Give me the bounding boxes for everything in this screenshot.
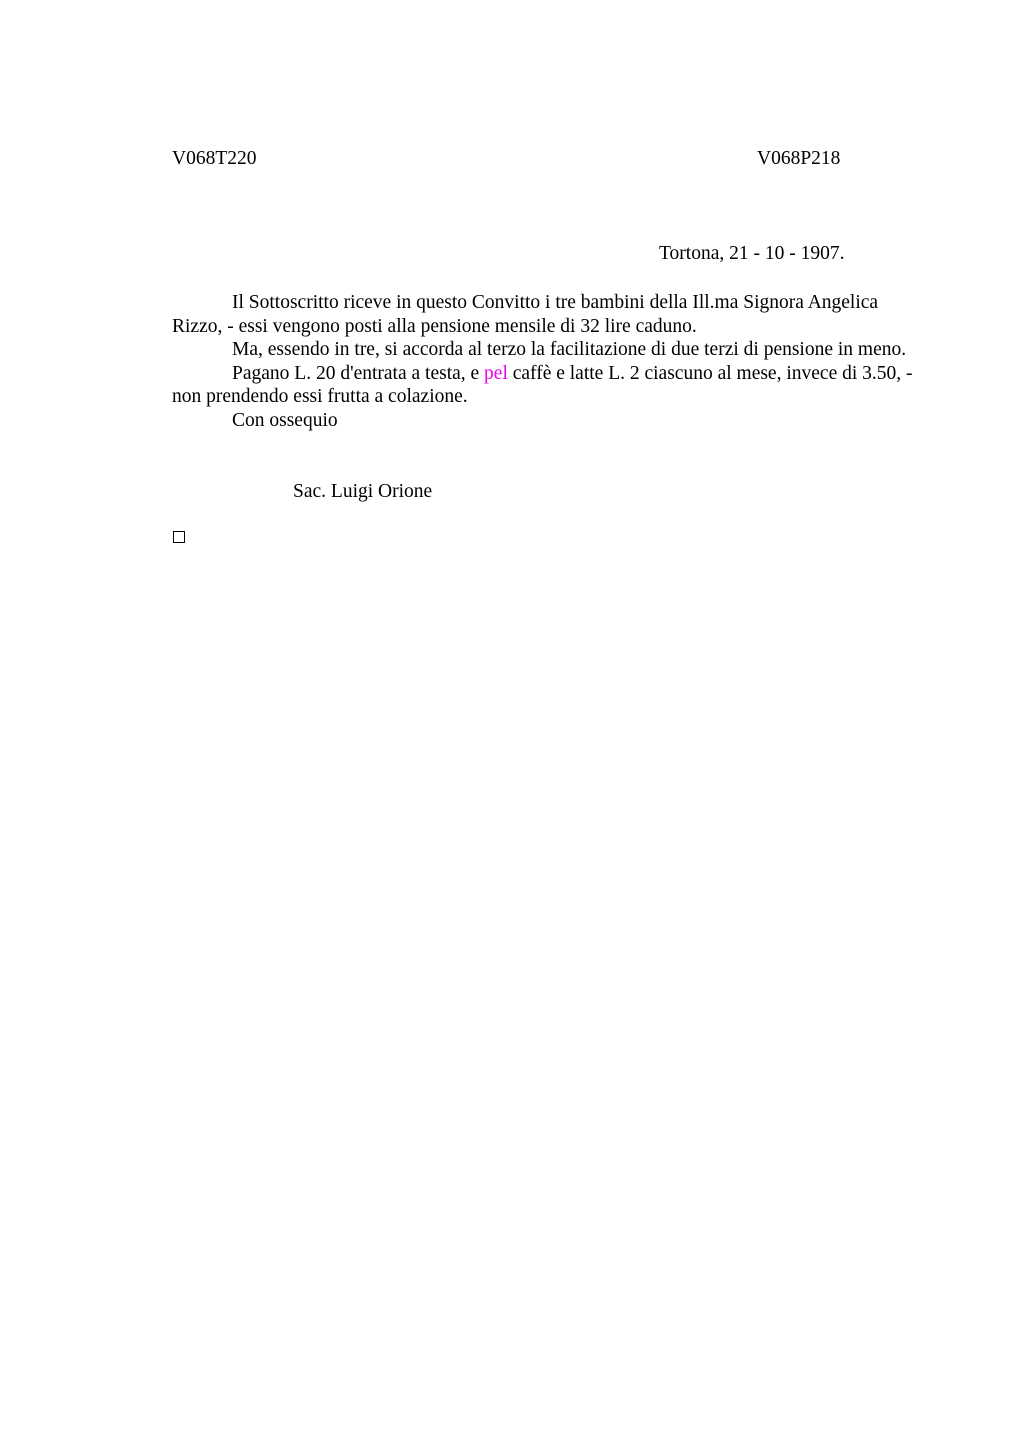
paragraph-3-before: Pagano L. 20 d'entrata a testa, e <box>232 362 485 384</box>
paragraph-1: Il Sottoscritto riceve in questo Convitto i tre bambini della Ill.ma Signora Angelica Rizzo, - essi vengono posti alla pensione mensile di 32 lire caduno. <box>172 292 879 337</box>
letter-body <box>172 291 932 432</box>
highlighted-word: pel <box>484 362 508 384</box>
empty-square-icon <box>173 531 185 543</box>
paragraph-3-after: caffè e latte L. 2 ciascuno al mese, invece di 3.50, - non prendendo essi frutta a colazione. <box>172 362 913 407</box>
document-code-left: V068T220 <box>172 148 257 169</box>
paragraph-2: Ma, essendo in tre, si accorda al terzo la facilitazione di due terzi di pensione in meno. <box>232 339 907 360</box>
paragraph-3 <box>172 362 932 409</box>
letter-date: Tortona, 21 - 10 - 1907. <box>659 243 845 264</box>
document-code-right: V068P218 <box>757 148 841 169</box>
signature: Sac. Luigi Orione <box>293 481 433 502</box>
closing-salutation: Con ossequio <box>232 409 338 431</box>
